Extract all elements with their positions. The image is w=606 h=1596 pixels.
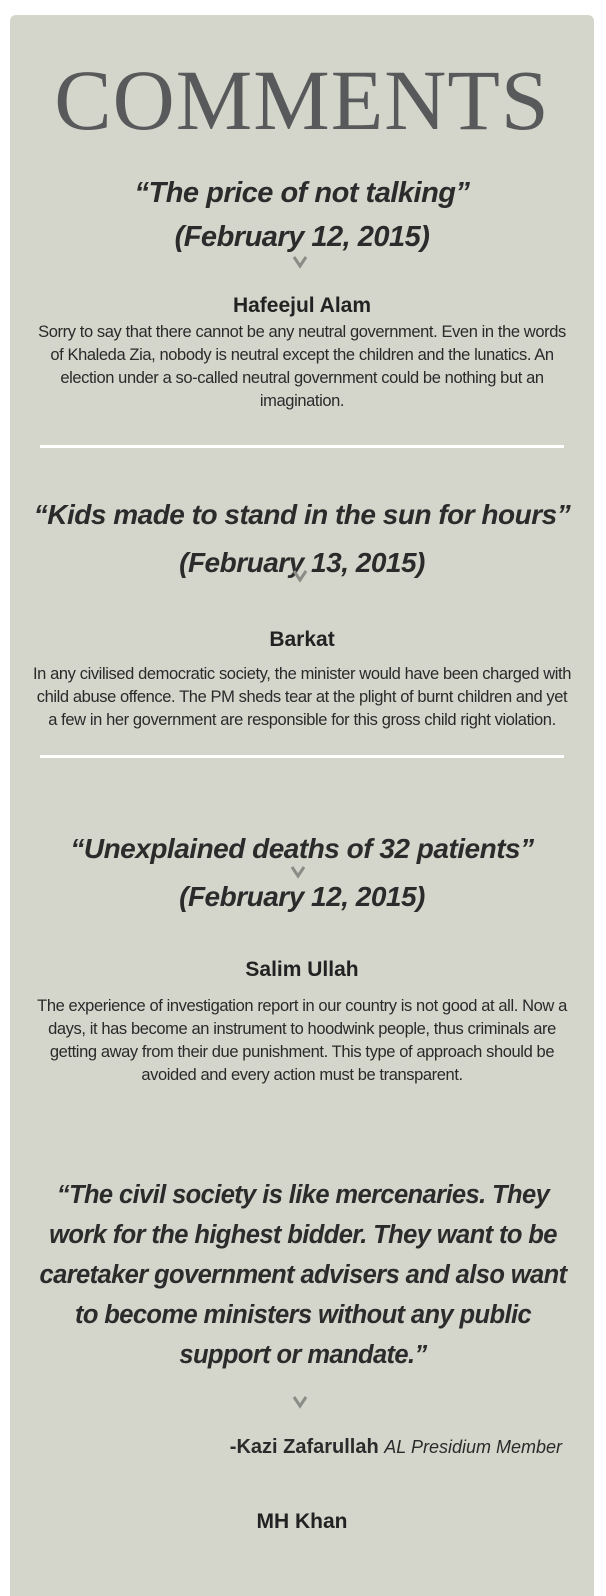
divider [40, 445, 564, 448]
commenter-name: Barkat [269, 628, 335, 651]
attribution-name: -Kazi Zafarullah [229, 1436, 379, 1458]
article-quote-title: “Kids made to stand in the sun for hours” [33, 499, 571, 530]
chevron-down-icon [293, 569, 307, 583]
chevron-down-icon [293, 255, 307, 269]
comment-body: The experience of investigation report in our country is not good at all. Now a days, it has become an instrument to hoodwink people, thus criminals are getting away from their due punishment. This type of approach should be avoided and every action must be transparent. [37, 997, 567, 1084]
commenter-name: Salim Ullah [245, 958, 359, 981]
commenter-name: Hafeejul Alam [232, 294, 372, 317]
comment-body: In any civilised democratic society, the minister would have been charged with child abuse offence. The PM sheds tear at the plight of burnt children and yet a few in her government are responsible for this gross child right violation. [32, 665, 572, 729]
pull-quote: “The civil society is like mercenaries. They work for the highest bidder. They want to be caretaker government advisers and also want to become ministers without any public support or mandate.” [39, 1181, 567, 1369]
page-title: COMMENTS [54, 52, 550, 148]
divider [40, 755, 564, 758]
article-quote-date: (February 12, 2015) [179, 881, 425, 912]
article-quote-title: “Unexplained deaths of 32 patients” [70, 833, 534, 864]
quote-attribution [230, 1433, 562, 1461]
comment-body: Sorry to say that there cannot be any neutral government. Even in the words of Khaleda Zia, nobody is neutral except the children and the lunatics. An election under a so-called neutral government could be nothing but an imagination. [38, 323, 566, 410]
attribution-role: AL Presidium Member [384, 1437, 562, 1457]
commenter-name: MH Khan [256, 1510, 348, 1533]
comments-panel [10, 15, 594, 1596]
article-quote-title: “The price of not talking” [134, 177, 470, 209]
chevron-down-icon [291, 865, 305, 879]
article-quote-date: (February 12, 2015) [174, 221, 430, 253]
article-quote-date: (February 13, 2015) [179, 547, 425, 578]
chevron-down-icon [293, 1395, 307, 1409]
